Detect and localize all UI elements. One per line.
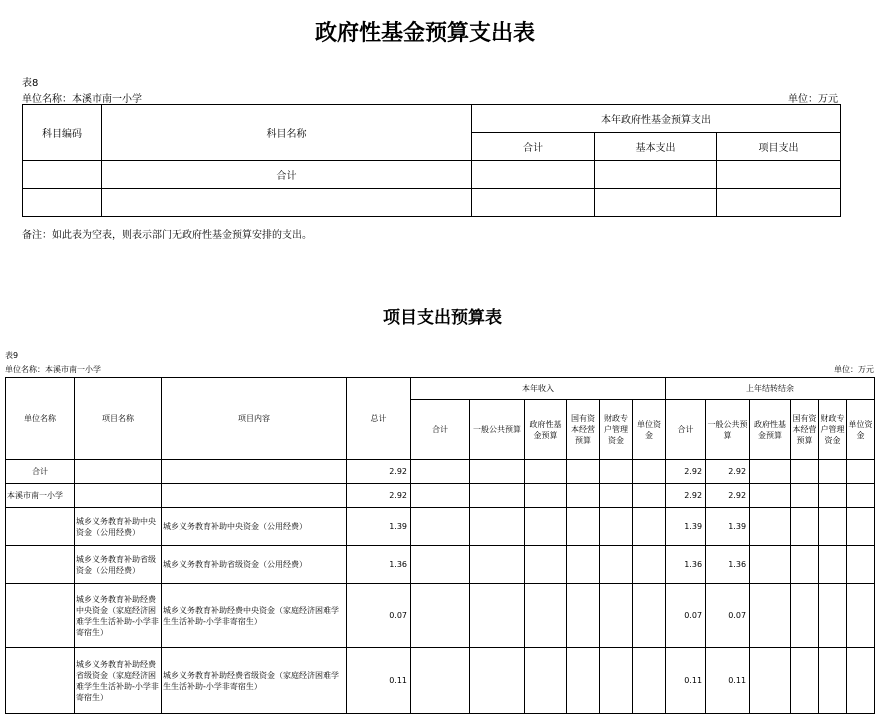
table9-unit-name: 单位名称：本溪市南一小学	[5, 365, 101, 374]
header-carry-general: 一般公共预算	[706, 400, 750, 460]
cell-income-0	[411, 460, 470, 484]
cell-unit-name: 本溪市南一小学	[6, 484, 75, 508]
total-row-basic	[595, 161, 717, 189]
cell-unit-name: 合计	[6, 460, 75, 484]
table9-unit: 单位：万元	[834, 365, 874, 374]
cell-project-name: 城乡义务教育补助省级资金（公用经费）	[75, 546, 162, 584]
empty-cell	[595, 189, 717, 217]
cell-carry-5	[847, 648, 875, 714]
table8-title: 政府性基金预算支出表	[314, 20, 535, 46]
cell-income-5	[633, 508, 666, 546]
cell-carry-2	[750, 648, 791, 714]
cell-income-2	[525, 460, 567, 484]
cell-income-3	[567, 648, 600, 714]
table-row	[6, 648, 875, 714]
cell-carry-0: 2.92	[666, 460, 706, 484]
table8-note: 备注：如此表为空表，则表示部门无政府性基金预算安排的支出。	[22, 230, 312, 241]
table9-body	[6, 460, 875, 714]
cell-project-content: 城乡义务教育补助省级资金（公用经费）	[162, 546, 347, 584]
cell-carry-4	[819, 648, 847, 714]
header-carry-state-capital: 国有资本经营预算	[791, 400, 819, 460]
cell-income-3	[567, 508, 600, 546]
cell-income-0	[411, 546, 470, 584]
cell-carry-0: 1.36	[666, 546, 706, 584]
header-carryover: 上年结转结余	[666, 378, 875, 400]
table-row	[6, 508, 875, 546]
header-subject-code: 科目编码	[23, 105, 102, 161]
cell-project-name: 城乡义务教育补助经费中央资金（家庭经济困难学生生活补助-小学非寄宿生）	[75, 584, 162, 648]
cell-income-4	[600, 484, 633, 508]
cell-carry-1: 0.07	[706, 584, 750, 648]
total-row-label: 合计	[102, 161, 472, 189]
cell-project-content: 城乡义务教育补助经费中央资金（家庭经济困难学生生活补助-小学非寄宿生）	[162, 584, 347, 648]
header-carry-unit-funds: 单位资金	[847, 400, 875, 460]
header-grand-total: 总计	[347, 378, 411, 460]
table8-unit: 单位：万元	[788, 94, 838, 105]
cell-carry-1: 0.11	[706, 648, 750, 714]
header-income-total: 合计	[411, 400, 470, 460]
cell-carry-5	[847, 460, 875, 484]
header-group: 本年政府性基金预算支出	[472, 105, 841, 133]
header-basic: 基本支出	[595, 133, 717, 161]
cell-income-3	[567, 460, 600, 484]
header-project-name: 项目名称	[75, 378, 162, 460]
cell-carry-3	[791, 484, 819, 508]
table-row	[6, 460, 875, 484]
empty-cell	[23, 189, 102, 217]
header-income-unit-funds: 单位资金	[633, 400, 666, 460]
cell-carry-1: 2.92	[706, 460, 750, 484]
cell-carry-4	[819, 460, 847, 484]
cell-income-5	[633, 484, 666, 508]
cell-unit-name	[6, 546, 75, 584]
cell-income-2	[525, 648, 567, 714]
cell-income-0	[411, 484, 470, 508]
cell-project-content: 城乡义务教育补助中央资金（公用经费）	[162, 508, 347, 546]
table8-number: 表8	[22, 78, 39, 89]
cell-income-2	[525, 546, 567, 584]
cell-carry-1: 1.39	[706, 508, 750, 546]
header-income-fund: 政府性基金预算	[525, 400, 567, 460]
header-subject-name: 科目名称	[102, 105, 472, 161]
cell-unit-name	[6, 508, 75, 546]
cell-carry-5	[847, 546, 875, 584]
cell-carry-3	[791, 460, 819, 484]
header-income-general: 一般公共预算	[470, 400, 525, 460]
table8-grid	[22, 104, 841, 217]
cell-income-1	[470, 584, 525, 648]
cell-income-4	[600, 546, 633, 584]
total-row-project	[717, 161, 841, 189]
cell-unit-name	[6, 584, 75, 648]
cell-project-name: 城乡义务教育补助经费省级资金（家庭经济困难学生生活补助-小学非寄宿生）	[75, 648, 162, 714]
cell-carry-5	[847, 508, 875, 546]
table-row	[6, 484, 875, 508]
cell-carry-1: 1.36	[706, 546, 750, 584]
table-row	[6, 584, 875, 648]
header-income-state-capital: 国有资本经营预算	[567, 400, 600, 460]
cell-income-2	[525, 484, 567, 508]
cell-carry-0: 0.11	[666, 648, 706, 714]
cell-carry-2	[750, 584, 791, 648]
header-income-special-account: 财政专户管理资金	[600, 400, 633, 460]
cell-carry-0: 1.39	[666, 508, 706, 546]
cell-grand-total: 0.07	[347, 584, 411, 648]
cell-grand-total: 1.36	[347, 546, 411, 584]
cell-carry-3	[791, 648, 819, 714]
cell-income-4	[600, 460, 633, 484]
header-carry-total: 合计	[666, 400, 706, 460]
cell-carry-3	[791, 584, 819, 648]
empty-cell	[717, 189, 841, 217]
cell-carry-4	[819, 508, 847, 546]
table9-title: 项目支出预算表	[383, 308, 502, 328]
cell-income-3	[567, 584, 600, 648]
cell-carry-0: 0.07	[666, 584, 706, 648]
table-row	[6, 546, 875, 584]
cell-carry-5	[847, 484, 875, 508]
cell-project-content: 城乡义务教育补助经费省级资金（家庭经济困难学生生活补助-小学非寄宿生）	[162, 648, 347, 714]
cell-income-2	[525, 508, 567, 546]
cell-grand-total: 2.92	[347, 484, 411, 508]
table9-grid	[5, 377, 875, 714]
header-current-income: 本年收入	[411, 378, 666, 400]
total-row-total	[472, 161, 595, 189]
cell-carry-2	[750, 508, 791, 546]
header-carry-special-account: 财政专户管理资金	[819, 400, 847, 460]
table8-unit-name: 单位名称：本溪市南一小学	[22, 94, 142, 105]
cell-carry-0: 2.92	[666, 484, 706, 508]
cell-income-0	[411, 584, 470, 648]
empty-cell	[102, 189, 472, 217]
cell-income-5	[633, 648, 666, 714]
cell-carry-5	[847, 584, 875, 648]
total-row-code	[23, 161, 102, 189]
cell-income-3	[567, 484, 600, 508]
cell-income-5	[633, 584, 666, 648]
empty-cell	[472, 189, 595, 217]
cell-income-1	[470, 484, 525, 508]
cell-carry-3	[791, 546, 819, 584]
cell-income-4	[600, 508, 633, 546]
cell-carry-1: 2.92	[706, 484, 750, 508]
cell-income-1	[470, 508, 525, 546]
cell-unit-name	[6, 648, 75, 714]
cell-carry-3	[791, 508, 819, 546]
cell-project-content	[162, 484, 347, 508]
cell-carry-4	[819, 484, 847, 508]
cell-income-4	[600, 584, 633, 648]
cell-income-0	[411, 508, 470, 546]
cell-carry-4	[819, 584, 847, 648]
cell-carry-2	[750, 546, 791, 584]
cell-income-5	[633, 546, 666, 584]
header-project-content: 项目内容	[162, 378, 347, 460]
cell-project-name	[75, 460, 162, 484]
cell-project-content	[162, 460, 347, 484]
cell-project-name: 城乡义务教育补助中央资金（公用经费）	[75, 508, 162, 546]
cell-income-3	[567, 546, 600, 584]
header-total: 合计	[472, 133, 595, 161]
header-project: 项目支出	[717, 133, 841, 161]
table9-number: 表9	[5, 351, 19, 360]
cell-income-0	[411, 648, 470, 714]
cell-income-1	[470, 460, 525, 484]
cell-grand-total: 1.39	[347, 508, 411, 546]
cell-carry-2	[750, 460, 791, 484]
cell-income-1	[470, 546, 525, 584]
cell-grand-total: 0.11	[347, 648, 411, 714]
header-carry-fund: 政府性基金预算	[750, 400, 791, 460]
cell-carry-4	[819, 546, 847, 584]
cell-carry-2	[750, 484, 791, 508]
cell-income-2	[525, 584, 567, 648]
cell-income-5	[633, 460, 666, 484]
cell-income-1	[470, 648, 525, 714]
header-unit-name: 单位名称	[6, 378, 75, 460]
cell-grand-total: 2.92	[347, 460, 411, 484]
cell-income-4	[600, 648, 633, 714]
cell-project-name	[75, 484, 162, 508]
